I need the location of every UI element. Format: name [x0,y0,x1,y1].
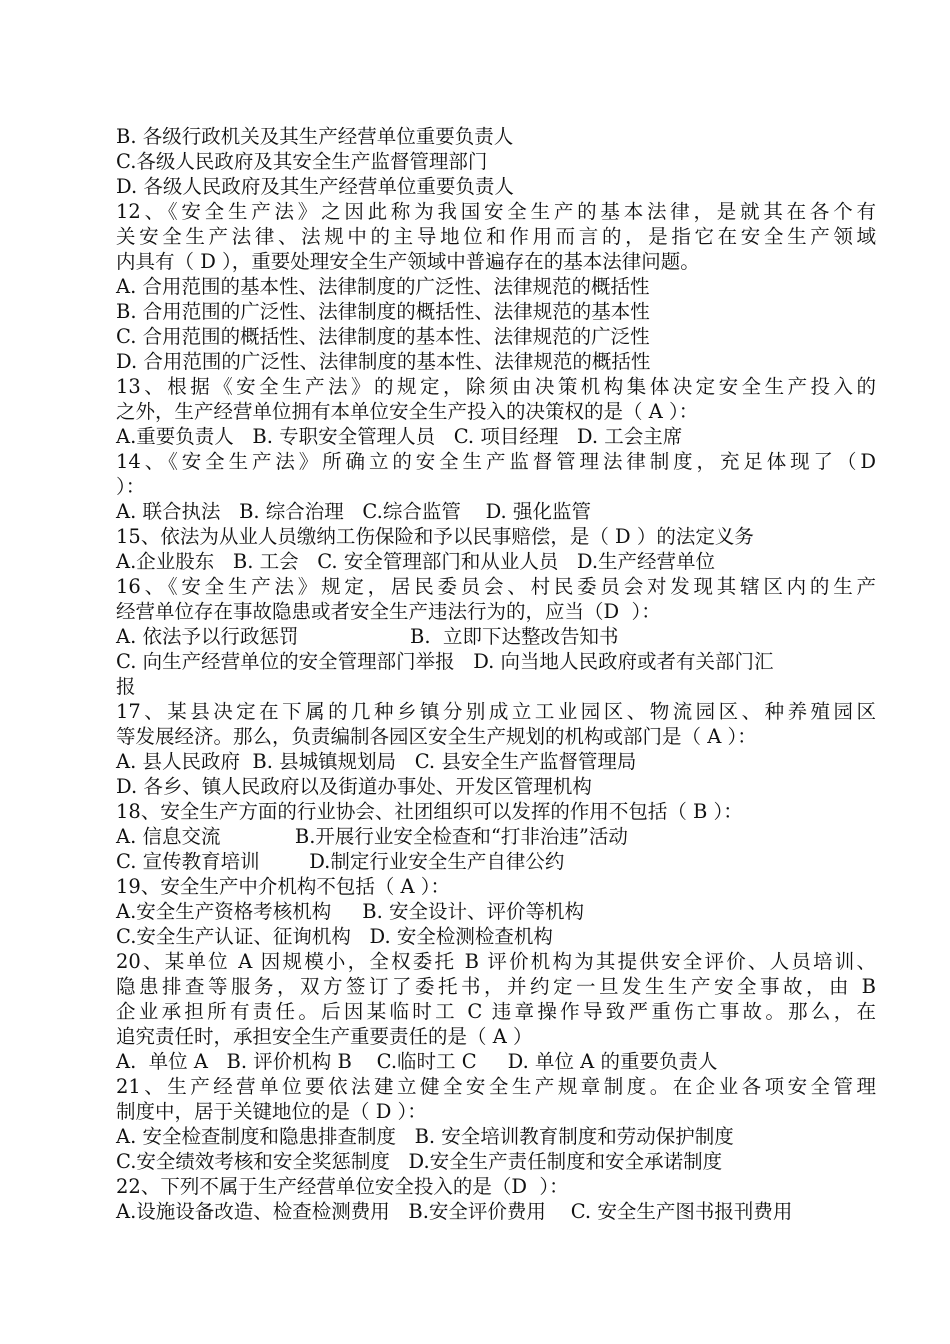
option-line: C.各级人民政府及其安全生产监督管理部门 [116,150,488,173]
question-line: 内具有（ D ），重要处理安全生产领域中普遍存在的基本法律问题。 [116,250,700,273]
question-line: ）： [116,475,146,498]
option-line: A. 依法予以行政惩罚 B. 立即下达整改告知书 [116,625,619,648]
option-line: D. 各乡、镇人民政府以及街道办事处、开发区管理机构 [116,775,592,798]
question-line: 关安全生产法律、法规中的主导地位和作用而言的，是指它在安全生产领域 [116,225,876,248]
exam-text [116,124,876,1224]
option-line: A.企业股东 B. 工会 C. 安全管理部门和从业人员 D.生产经营单位 [116,550,716,573]
question-line: 19、安全生产中介机构不包括（ A ）： [116,875,451,898]
option-line: A. 安全检查制度和隐患排查制度 B. 安全培训教育制度和劳动保护制度 [116,1125,734,1148]
option-line: A.设施设备改造、检查检测费用 B.安全评价费用 C. 安全生产图书报刊费用 [116,1200,793,1223]
option-line: A.重要负责人 B. 专职安全管理人员 C. 项目经理 D. 工会主席 [116,425,683,448]
option-line: 报 [116,675,136,698]
question-line: 20、某单位 A 因规模小，全权委托 B 评价机构为其提供安全评价、人员培训、 [116,950,876,973]
question-line: 14、《安全生产法》所确立的安全生产监督管理法律制度，充足体现了（D [116,450,876,473]
question-line: 企业承担所有责任。后因某临时工 C 违章操作导致严重伤亡事故。那么，在 [116,1000,876,1023]
option-line: D. 合用范围的广泛性、法律制度的基本性、法律规范的概括性 [116,350,651,373]
question-line: 16、《安全生产法》规定，居民委员会、村民委员会对发现其辖区内的生产 [116,575,876,598]
question-line: 17、某县决定在下属的几种乡镇分别成立工业园区、物流园区、种养殖园区 [116,700,876,723]
option-line: C. 合用范围的概括性、法律制度的基本性、法律规范的广泛性 [116,325,650,348]
option-line: B. 合用范围的广泛性、法律制度的概括性、法律规范的基本性 [116,300,650,323]
question-line: 12、《安全生产法》之因此称为我国安全生产的基本法律，是就其在各个有 [116,200,876,223]
question-line: 之外，生产经营单位拥有本单位安全生产投入的决策权的是（ A ）： [116,400,699,423]
option-line: C.安全生产认证、征询机构 D. 安全检测检查机构 [116,925,553,948]
question-line: 经营单位存在事故隐患或者安全生产违法行为的，应当（D ）： [116,600,661,623]
question-line: 隐患排查等服务，双方签订了委托书，并约定一旦发生生产安全事故，由 B [116,975,876,998]
question-line: 22、下列不属于生产经营单位安全投入的是（D ）： [116,1175,569,1198]
question-line: 等发展经济。那么，负责编制各园区安全生产规划的机构或部门是（ A ）： [116,725,757,748]
question-line: 21、生产经营单位要依法建立健全安全生产规章制度。在企业各项安全管理 [116,1075,876,1098]
question-line: 13、根据《安全生产法》的规定，除须由决策机构集体决定安全生产投入的 [116,375,876,398]
option-line: A. 单位 A B. 评价机构 B C.临时工 C D. 单位 A 的重要负责人 [116,1050,718,1073]
option-line: B. 各级行政机关及其生产经营单位重要负责人 [116,125,514,148]
question-line: 制度中，居于关键地位的是（ D ）： [116,1100,427,1123]
option-line: D. 各级人民政府及其生产经营单位重要负责人 [116,175,514,198]
question-line: 18、安全生产方面的行业协会、社团组织可以发挥的作用不包括（ B ）： [116,800,743,823]
option-line: C. 向生产经营单位的安全管理部门举报 D. 向当地人民政府或者有关部门汇 [116,650,774,673]
question-line: 追究责任时，承担安全生产重要责任的是（ A ） [116,1025,533,1048]
option-line: C. 宣传教育培训 D.制定行业安全生产自律公约 [116,850,565,873]
option-line: A. 联合执法 B. 综合治理 C.综合监管 D. 强化监管 [116,500,591,523]
option-line: A. 信息交流 B.开展行业安全检查和“打非治违”活动 [116,825,628,848]
option-line: A. 合用范围的基本性、法律制度的广泛性、法律规范的概括性 [116,275,650,298]
question-line: 15、依法为从业人员缴纳工伤保险和予以民事赔偿，是（ D ）的法定义务 [116,525,754,548]
option-line: A. 县人民政府 B. 县城镇规划局 C. 县安全生产监督管理局 [116,750,637,773]
option-line: C.安全绩效考核和安全奖惩制度 D.安全生产责任制度和安全承诺制度 [116,1150,723,1173]
option-line: A.安全生产资格考核机构 B. 安全设计、评价等机构 [116,900,585,923]
